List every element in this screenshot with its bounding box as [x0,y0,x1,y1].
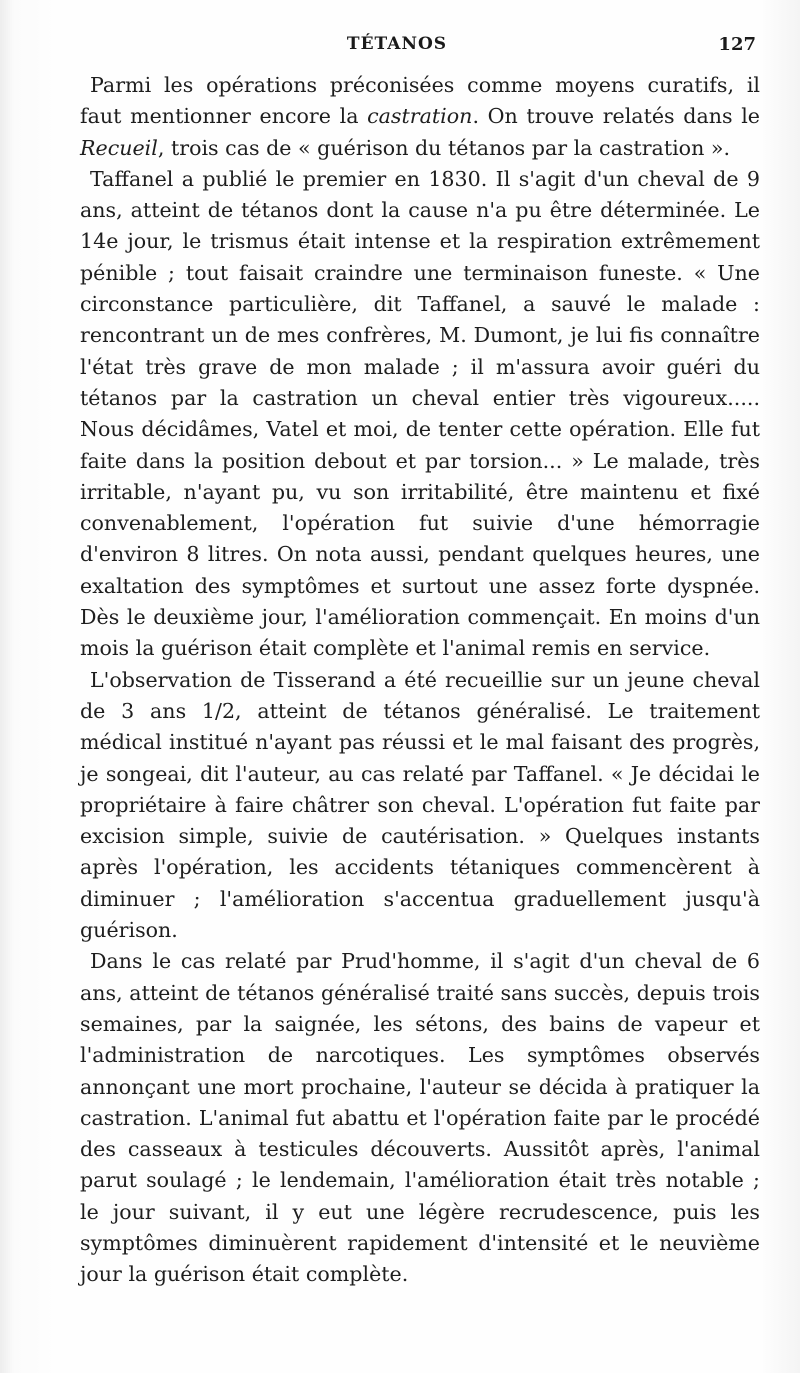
body-text [80,70,760,1291]
italic-term-recueil: Recueil [80,135,158,160]
running-title: TÉTANOS [346,34,448,54]
page-header [78,34,760,60]
paragraph-text: , trois cas de « guérison du tétanos par la castration ». [157,135,731,160]
paragraph-tisserand: L'observation de Tisserand a été recueillie sur un jeune cheval de 3 ans 1/2, atteint de tétanos généralisé. Le traitement médical institué n'ayant pas réussi et le mal faisant des progrès, je songeai, dit l'auteur, au cas relaté par Taffanel. « Je décidai le propriétaire à faire châtrer son cheval. L'opération fut faite par excision simple, suivie de cautérisation. » Quelques instants après l'opération, les accidents tétaniques commencèrent à diminuer ; l'amélioration s'accentua graduellement jusqu'à guérison. [80,667,760,943]
paragraph-taffanel: Taffanel a publié le premier en 1830. Il s'agit d'un cheval de 9 ans, atteint de tétanos dont la cause n'a pu être déterminée. Le 14e jour, le trismus était intense et la respiration extrêmement pénible ; tout faisait craindre une terminaison funeste. « Une circonstance particulière, dit Taffanel, a sauvé le malade : rencontrant un de mes confrères, M. Dumont, je lui fis connaître l'état très grave de mon malade ; il m'assura avoir guéri du tétanos par la castration un cheval entier très vigoureux..... Nous décidâmes, Vatel et moi, de tenter cette opération. Elle fut faite dans la position debout et par torsion... » Le malade, très irritable, n'ayant pu, vu son irritabilité, être maintenu et fixé convenablement, l'opération fut suivie d'une hémorragie d'environ 8 litres. On nota aussi, pendant quelques heures, une exaltation des symptômes et surtout une assez forte dyspnée. Dès le deuxième jour, l'amélioration commençait. En moins d'un mois la guérison était complète et l'animal remis en service. [80,166,760,661]
paragraph-text: Parmi les opérations préconisées comme moyens curatifs, il faut mentionner encore la [80,73,760,129]
paragraph-castration-intro [80,70,760,164]
paragraph-text: . On trouve relatés dans le [472,104,760,129]
paragraph-prudhomme: Dans le cas relaté par Prud'homme, il s'agit d'un cheval de 6 ans, atteint de tétanos généralisé traité sans succès, depuis trois semaines, par la saignée, les sétons, des bains de vapeur et l'administration de narcotiques. Les symptômes observés annonçant une mort prochaine, l'auteur se décida à pratiquer la castration. L'animal fut abattu et l'opération faite par le procédé des casseaux à testicules découverts. Aussitôt après, l'animal parut soulagé ; le lendemain, l'amélioration était très notable ; le jour suivant, il y eut une légère recrudescence, puis les symptômes diminuèrent rapidement d'intensité et le neuvième jour la guérison était complète. [80,949,760,1287]
page-number: 127 [718,34,756,55]
italic-term-castration: castration [367,104,473,129]
